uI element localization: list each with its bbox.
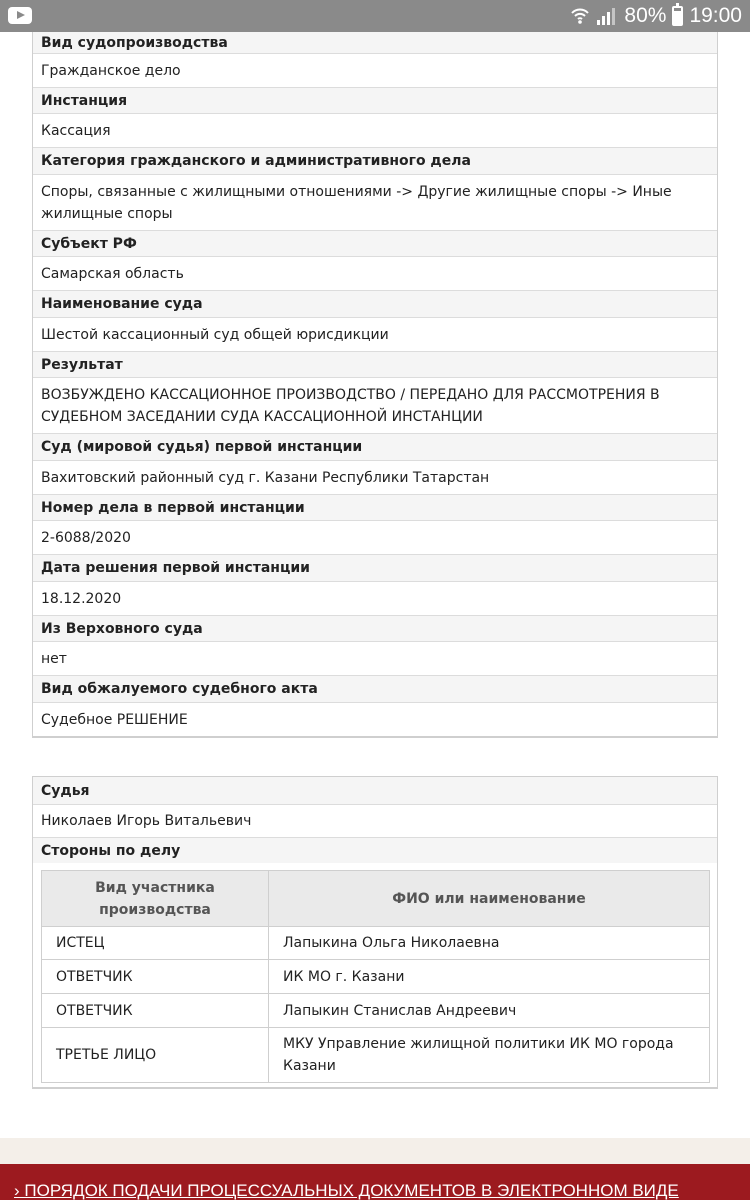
table-row xyxy=(42,960,710,994)
first-instance-case-number-value: 2-6088/2020 xyxy=(33,520,717,554)
battery-icon xyxy=(672,6,683,26)
clock: 19:00 xyxy=(689,4,742,27)
judge-parties-block xyxy=(32,776,718,1089)
instance-value: Кассация xyxy=(33,113,717,147)
party-name: МКУ Управление жилищной политики ИК МО города Казани xyxy=(269,1028,710,1083)
from-supreme-court-value: нет xyxy=(33,641,717,675)
parties-header-row xyxy=(42,871,710,927)
first-instance-court-label: Суд (мировой судья) первой инстанции xyxy=(33,433,717,460)
first-instance-decision-date-label: Дата решения первой инстанции xyxy=(33,554,717,581)
case-info-table xyxy=(32,32,718,738)
party-role: ОТВЕТЧИК xyxy=(42,960,269,994)
signal-icon xyxy=(596,6,618,26)
wifi-icon xyxy=(570,6,590,26)
party-role: ТРЕТЬЕ ЛИЦО xyxy=(42,1028,269,1083)
party-role: ИСТЕЦ xyxy=(42,927,269,960)
party-role: ОТВЕТЧИК xyxy=(42,994,269,1028)
result-value: ВОЗБУЖДЕНО КАССАЦИОННОЕ ПРОИЗВОДСТВО / ПЕРЕДАНО ДЛЯ РАССМОТРЕНИЯ В СУДЕБНОМ ЗАСЕДАНИИ СУДА КАССАЦИОННОЙ ИНСТАНЦИИ xyxy=(33,377,717,433)
parties-table xyxy=(41,870,710,1083)
first-instance-court-value: Вахитовский районный суд г. Казани Республики Татарстан xyxy=(33,460,717,494)
party-name: ИК МО г. Казани xyxy=(269,960,710,994)
status-bar xyxy=(0,0,750,32)
proceeding-type-label: Вид судопроизводства xyxy=(33,32,717,53)
proceeding-type-value: Гражданское дело xyxy=(33,53,717,87)
category-label: Категория гражданского и административного дела xyxy=(33,147,717,174)
judge-name: Николаев Игорь Витальевич xyxy=(33,804,717,837)
header-participant-type: Вид участника производства xyxy=(42,871,269,927)
appealed-act-type-value: Судебное РЕШЕНИЕ xyxy=(33,702,717,736)
parties-label: Стороны по делу xyxy=(33,837,717,863)
table-row xyxy=(42,1028,710,1083)
appealed-act-type-label: Вид обжалуемого судебного акта xyxy=(33,675,717,702)
judge-label: Судья xyxy=(33,777,717,804)
footer-divider xyxy=(0,1138,750,1164)
party-name: Лапыкин Станислав Андреевич xyxy=(269,994,710,1028)
footer-bar xyxy=(0,1164,750,1200)
party-name: Лапыкина Ольга Николаевна xyxy=(269,927,710,960)
from-supreme-court-label: Из Верховного суда xyxy=(33,615,717,641)
court-name-label: Наименование суда xyxy=(33,290,717,317)
instance-label: Инстанция xyxy=(33,87,717,113)
header-name: ФИО или наименование xyxy=(269,871,710,927)
youtube-icon xyxy=(8,7,32,24)
category-value: Споры, связанные с жилищными отношениями -> Другие жилищные споры -> Иные жилищные споры xyxy=(33,174,717,230)
electronic-filing-link[interactable]: › ПОРЯДОК ПОДАЧИ ПРОЦЕССУАЛЬНЫХ ДОКУМЕНТОВ В ЭЛЕКТРОННОМ ВИДЕ xyxy=(14,1181,679,1200)
first-instance-case-number-label: Номер дела в первой инстанции xyxy=(33,494,717,520)
subject-label: Субъект РФ xyxy=(33,230,717,256)
battery-percent: 80% xyxy=(624,4,667,27)
table-row xyxy=(42,927,710,960)
first-instance-decision-date-value: 18.12.2020 xyxy=(33,581,717,615)
subject-value: Самарская область xyxy=(33,256,717,290)
court-name-value: Шестой кассационный суд общей юрисдикции xyxy=(33,317,717,351)
result-label: Результат xyxy=(33,351,717,377)
table-row xyxy=(42,994,710,1028)
